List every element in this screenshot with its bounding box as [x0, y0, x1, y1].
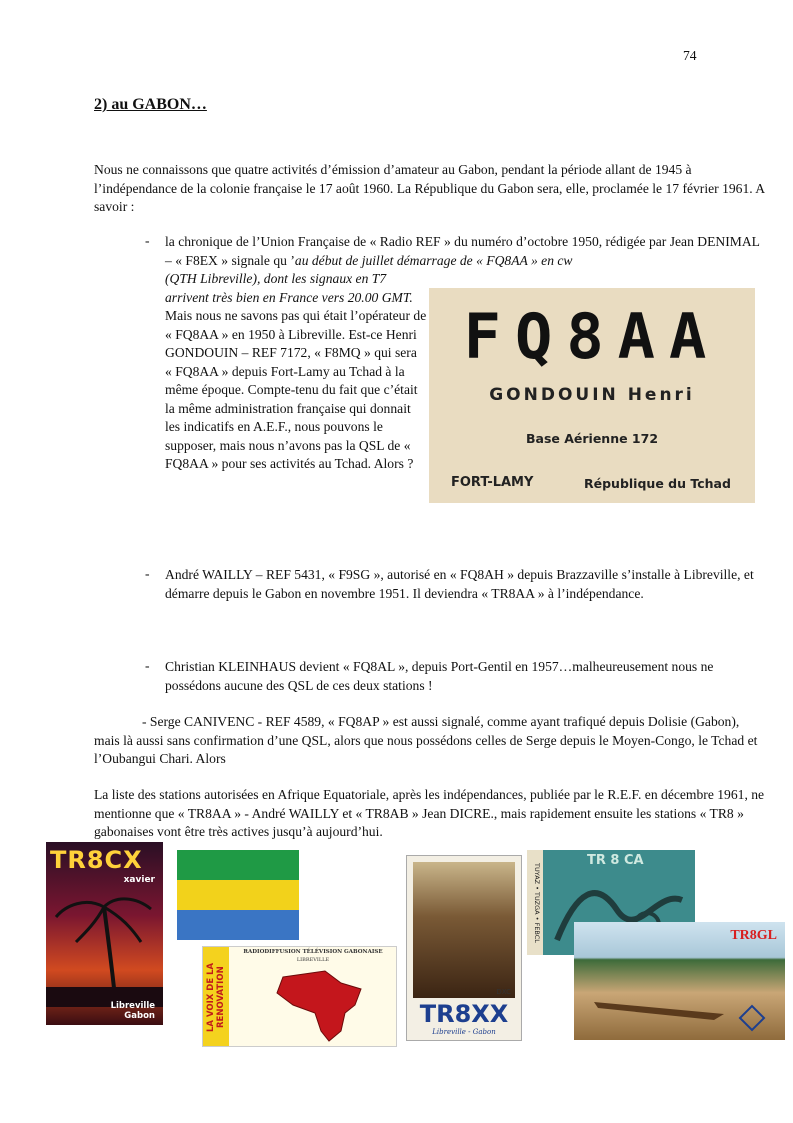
section-heading: 2) au GABON…	[94, 96, 207, 113]
gabon-flag	[177, 850, 299, 940]
beach-pirogue-photo	[574, 922, 785, 1040]
qsl-country: République du Tchad	[584, 476, 731, 491]
africa-map-icon	[263, 965, 383, 1045]
item-2-text: André WAILLY – REF 5431, « F9SG », autorisé en « FQ8AH » depuis Brazzaville s’installe à Libreville, et démarre depuis le Gabon en novembre 1951. Il deviendra « TR8AA » à l’indépendance.	[165, 567, 754, 601]
item-1-continuation	[165, 270, 427, 474]
qsl-tr8xx-sub: Libreville - Gabon	[432, 1028, 496, 1036]
palm-tree-silhouette	[46, 887, 163, 1007]
qsl-card-tr8xx	[406, 855, 522, 1041]
qsl-tr8ca-callsign: TR 8 CA	[587, 853, 644, 868]
qsl-card-tr8cx	[46, 842, 163, 1025]
qsl-card-radiodiffusion	[202, 946, 397, 1047]
qsl-tr8xx-callsign: TR8XX	[419, 1000, 509, 1028]
qsl-tr8cx-city: Libreville	[110, 1001, 155, 1011]
item-3-text: Christian KLEINHAUS devient « FQ8AL », depuis Port-Gentil en 1957…malheureusement nous ne possédons aucune des QSL de ces deux stations !	[165, 659, 714, 693]
qsl-callsign: FQ8AA	[463, 300, 721, 373]
item-1-plain: la chronique de l’Union Française de « Radio REF » du numéro d’octobre 1950, rédigée par Jean DENIMAL – « F8EX » signale qu ’	[165, 234, 760, 268]
closing-paragraph: La liste des stations autorisées en Afrique Equatoriale, après les indépendances, publiée par le R.E.F. en décembre 1961, ne mentionne que « TR8AA » - André WAILLY et « TR8AB » Jean DICRE., mais rapidement ensuite les stations « TR8 » gabonaises vont être très actives jusqu’à aujourd’hui.	[94, 787, 765, 839]
qsl-tr8gl-callsign: TR8GL	[730, 928, 777, 943]
photo-woman	[413, 862, 515, 998]
radio-sub: LIBREVILLE	[296, 957, 330, 963]
qsl-tr8cx-operator: xavier	[123, 875, 155, 885]
intro-paragraph: Nous ne connaissons que quatre activités d’émission d’amateur au Gabon, pendant la période allant de 1945 à l’indépendance de la colonie française le 17 août 1960. La République du Gabon sera, elle, proclamée le 17 février 1961. A savoir :	[94, 162, 765, 214]
flag-stripe-yellow	[177, 880, 299, 910]
qsl-card-tr8gl	[574, 922, 785, 1040]
item-1-text	[165, 233, 765, 270]
flag-stripe-blue	[177, 910, 299, 940]
radio-header: RADIODIFFUSION TÉLÉVISION GABONAISE	[243, 949, 383, 955]
qsl-tr8xx-corner: DXC	[496, 988, 511, 996]
qsl-tr8cx-country: Gabon	[124, 1011, 155, 1021]
bullet-dash: -	[145, 233, 150, 248]
bullet-dash: -	[145, 658, 150, 673]
qsl-card-fq8aa	[429, 288, 755, 503]
page-number: 74	[683, 48, 697, 63]
qsl-tr8cx-callsign: TR8CX	[50, 846, 143, 874]
item-1-cont-italic: (QTH Libreville), dont les signaux en T7 arrivent très bien en France vers 20.00 GMT.	[165, 271, 413, 305]
flag-stripe-green	[177, 850, 299, 880]
qsl-city: FORT-LAMY	[451, 475, 534, 490]
bullet-dash: -	[145, 566, 150, 581]
item-4-text: - Serge CANIVENC - REF 4589, « FQ8AP » est aussi signalé, comme ayant trafiqué depuis Dolisie (Gabon), mais là aussi sans confirmation d’une QSL, alors que nous possédons celles de Serge depuis le Moyen-Congo, le Tchad et l’Oubangui Chari. Alors	[94, 714, 758, 766]
item-1-italic: au début de juillet démarrage de « FQ8AA » en cw	[294, 252, 573, 268]
qsl-base: Base Aérienne 172	[525, 431, 659, 446]
qsl-tr8ca-side: TUYAZ • TUZGA • FEBCL	[533, 863, 541, 943]
qsl-operator-name: GONDOUIN Henri	[489, 385, 695, 405]
radio-side-text: LA VOIX DE LA RENOVATION	[206, 962, 226, 1032]
item-1-cont-plain: Mais nous ne savons pas qui était l’opérateur de « FQ8AA » en 1950 à Libreville. Est-ce Henri GONDOUIN – REF 7172, « F8MQ » qui sera « FQ8AA » depuis Fort-Lamy au Tchad à la même époque. Compte-tenu du fait que c’était la même administration française qui donnait les indicatifs en A.E.F., nous pouvons le supposer, mais nous n’avons pas la QSL de « FQ8AA » pour ses activités au Tchad. Alors ?	[165, 308, 427, 471]
